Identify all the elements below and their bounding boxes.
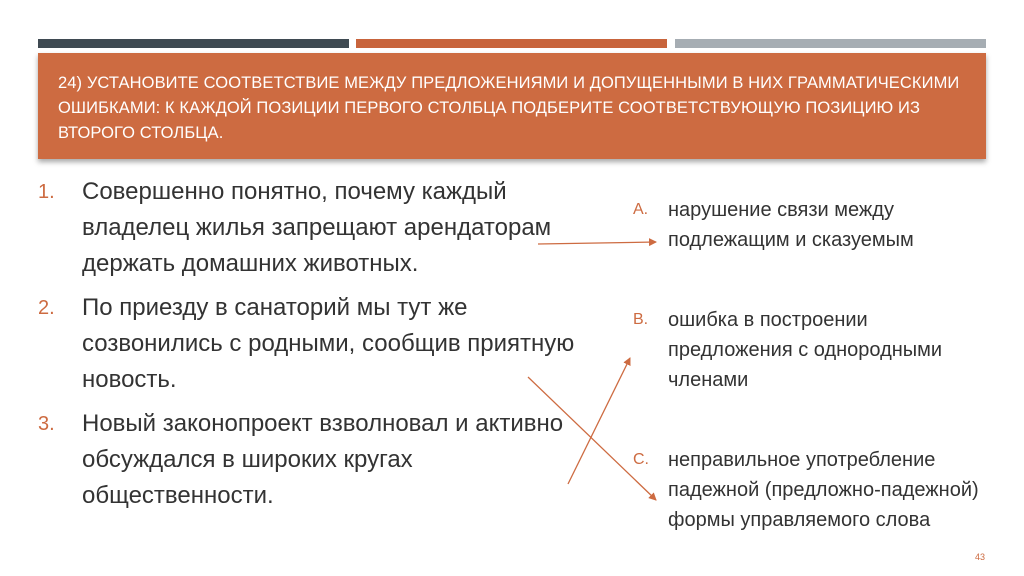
page-number: 43: [975, 552, 986, 562]
error-text: неправильное употребление падежной (предложно-падежной) формы управляемого слова: [668, 449, 979, 531]
sentence-text: По приезду в санаторий мы тут же созвонились с родными, сообщив приятную новость.: [82, 294, 575, 393]
arrow-3-to-b: [568, 358, 630, 484]
sentence-text: Совершенно понятно, почему каждый владелец жилья запрещают арендаторам держать домашних животных.: [82, 178, 552, 277]
sentence-number: 1.: [38, 181, 55, 203]
error-letter: B.: [633, 311, 649, 328]
error-text: ошибка в построении предложения с однородными членами: [668, 309, 943, 391]
sentence-number: 2.: [38, 297, 55, 319]
sentence-number: 3.: [38, 413, 55, 435]
error-text: нарушение связи между подлежащим и сказуемым: [668, 199, 914, 251]
error-letter: C.: [633, 451, 649, 468]
error-letter: A.: [633, 201, 649, 218]
slide-title: 24) УСТАНОВИТЕ СООТВЕТСТВИЕ МЕЖДУ ПРЕДЛОЖЕНИЯМИ И ДОПУЩЕННЫМИ В НИХ ГРАММАТИЧЕСКИМИ ОШИБКАМИ: К КАЖДОЙ ПОЗИЦИИ ПЕРВОГО СТОЛБЦА ПОДБЕРИТЕ СООТВЕТСТВУЮЩУЮ ПОЗИЦИЮ ИЗ ВТОРОГО СТОЛБЦА.: [58, 74, 960, 142]
arrow-2-to-c: [528, 377, 656, 500]
sentence-text: Новый законопроект взволновал и активно обсуждался в широких кругах общественности.: [82, 410, 564, 509]
arrow-1-to-a: [538, 242, 656, 244]
